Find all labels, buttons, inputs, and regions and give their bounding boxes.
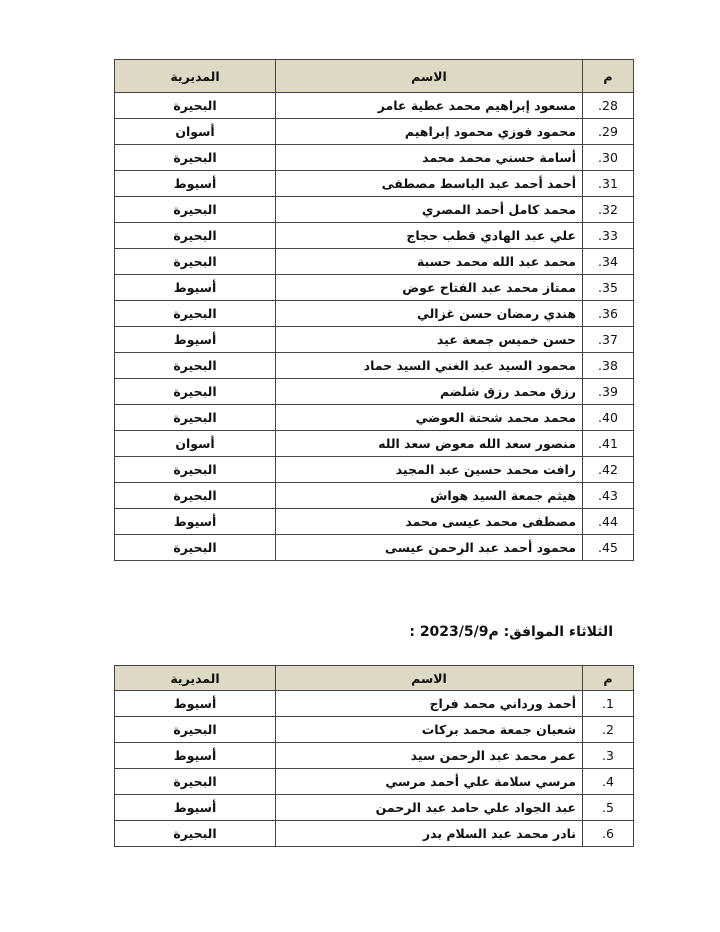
row-name: مرسي سلامة علي أحمد مرسي [276, 769, 583, 795]
table-header-row [115, 60, 634, 93]
table-row [115, 197, 634, 223]
row-number-text: .35 [598, 280, 618, 295]
row-directorate: أسوان [115, 431, 276, 457]
row-number [583, 535, 634, 561]
row-number-text: .44 [598, 514, 618, 529]
row-name: رزق محمد رزق شلضم [276, 379, 583, 405]
row-name: محمد كامل أحمد المصري [276, 197, 583, 223]
table-row [115, 483, 634, 509]
table-header-row [115, 666, 634, 691]
row-name: رافت محمد حسين عبد المجيد [276, 457, 583, 483]
row-directorate: البحيرة [115, 93, 276, 119]
row-directorate: البحيرة [115, 457, 276, 483]
table-row [115, 93, 634, 119]
row-number [583, 93, 634, 119]
table-1 [114, 59, 634, 561]
row-number [583, 457, 634, 483]
row-number-text: .5 [602, 800, 614, 815]
table-row [115, 457, 634, 483]
row-number [583, 691, 634, 717]
row-name: مصطفى محمد عيسى محمد [276, 509, 583, 535]
table-row [115, 405, 634, 431]
row-number-text: .39 [598, 384, 618, 399]
row-number [583, 769, 634, 795]
row-number [583, 405, 634, 431]
row-number [583, 795, 634, 821]
row-number-text: .40 [598, 410, 618, 425]
row-number [583, 145, 634, 171]
row-name: هندي رمضان حسن غزالي [276, 301, 583, 327]
row-number-text: .33 [598, 228, 618, 243]
row-number-text: .3 [602, 748, 614, 763]
row-number-text: .29 [598, 124, 618, 139]
section-heading [409, 624, 613, 640]
row-number [583, 249, 634, 275]
row-directorate: أسيوط [115, 691, 276, 717]
row-number-text: .43 [598, 488, 618, 503]
row-directorate: البحيرة [115, 405, 276, 431]
row-number-text: .42 [598, 462, 618, 477]
table-row [115, 145, 634, 171]
row-name: أسامة حسني محمد محمد [276, 145, 583, 171]
table-row [115, 353, 634, 379]
row-number-text: .45 [598, 540, 618, 555]
row-name: حسن خميس جمعة عيد [276, 327, 583, 353]
row-number-text: .28 [598, 98, 618, 113]
table-row [115, 535, 634, 561]
header-number: م [583, 666, 634, 691]
row-name: محمد محمد شحتة العوضي [276, 405, 583, 431]
table-row [115, 249, 634, 275]
table-2-body [115, 691, 634, 847]
row-name: محمود أحمد عبد الرحمن عيسى [276, 535, 583, 561]
table-row [115, 509, 634, 535]
row-directorate: البحيرة [115, 197, 276, 223]
table-row [115, 795, 634, 821]
row-number-text: .32 [598, 202, 618, 217]
row-directorate: أسيوط [115, 509, 276, 535]
row-directorate: البحيرة [115, 379, 276, 405]
row-name: ممتاز محمد عبد الفتاح عوض [276, 275, 583, 301]
row-number [583, 327, 634, 353]
row-number [583, 379, 634, 405]
table-row [115, 769, 634, 795]
heading-date: 2023/5/9م [419, 624, 499, 640]
row-number [583, 509, 634, 535]
table-row [115, 379, 634, 405]
row-name: أحمد ورداني محمد فراج [276, 691, 583, 717]
row-number-text: .31 [598, 176, 618, 191]
row-directorate: البحيرة [115, 821, 276, 847]
row-name: عمر محمد عبد الرحمن سيد [276, 743, 583, 769]
row-directorate: البحيرة [115, 249, 276, 275]
row-directorate: البحيرة [115, 535, 276, 561]
table-row [115, 327, 634, 353]
heading-colon: : [409, 624, 420, 640]
row-directorate: البحيرة [115, 717, 276, 743]
row-name: هيثم جمعة السيد هواش [276, 483, 583, 509]
row-name: مسعود إبراهيم محمد عطية عامر [276, 93, 583, 119]
row-directorate: البحيرة [115, 301, 276, 327]
row-name: نادر محمد عبد السلام بدر [276, 821, 583, 847]
table-row [115, 717, 634, 743]
row-name: محمود السيد عبد الغني السيد حماد [276, 353, 583, 379]
row-name: عبد الجواد علي حامد عبد الرحمن [276, 795, 583, 821]
row-directorate: البحيرة [115, 483, 276, 509]
row-name: شعبان جمعة محمد بركات [276, 717, 583, 743]
table-row [115, 301, 634, 327]
row-number [583, 197, 634, 223]
table-row [115, 821, 634, 847]
row-number-text: .30 [598, 150, 618, 165]
row-number-text: .41 [598, 436, 618, 451]
row-number-text: .1 [602, 696, 614, 711]
row-number-text: .6 [602, 826, 614, 841]
header-number: م [583, 60, 634, 93]
row-directorate: أسيوط [115, 743, 276, 769]
table-row [115, 691, 634, 717]
row-number-text: .34 [598, 254, 618, 269]
table-1-body [115, 93, 634, 561]
row-name: منصور سعد الله معوض سعد الله [276, 431, 583, 457]
heading-day: الثلاثاء الموافق: [503, 624, 613, 640]
row-number-text: .4 [602, 774, 614, 789]
row-number [583, 483, 634, 509]
row-number [583, 717, 634, 743]
row-number [583, 275, 634, 301]
table-row [115, 275, 634, 301]
row-number-text: .38 [598, 358, 618, 373]
row-number [583, 171, 634, 197]
header-name: الاسم [276, 666, 583, 691]
row-number [583, 353, 634, 379]
row-directorate: أسيوط [115, 795, 276, 821]
row-directorate: أسوان [115, 119, 276, 145]
row-number-text: .37 [598, 332, 618, 347]
row-directorate: البحيرة [115, 353, 276, 379]
row-directorate: البحيرة [115, 223, 276, 249]
header-directorate: المديرية [115, 666, 276, 691]
row-directorate: البحيرة [115, 769, 276, 795]
row-directorate: البحيرة [115, 145, 276, 171]
header-name: الاسم [276, 60, 583, 93]
table-row [115, 171, 634, 197]
row-number-text: .2 [602, 722, 614, 737]
header-directorate: المديرية [115, 60, 276, 93]
row-number [583, 821, 634, 847]
table-row [115, 223, 634, 249]
table-row [115, 119, 634, 145]
row-directorate: أسيوط [115, 275, 276, 301]
row-name: أحمد أحمد عبد الباسط مصطفى [276, 171, 583, 197]
row-name: علي عبد الهادي قطب حجاج [276, 223, 583, 249]
table-row [115, 743, 634, 769]
row-number [583, 431, 634, 457]
row-number [583, 223, 634, 249]
row-number [583, 119, 634, 145]
row-number [583, 301, 634, 327]
table-row [115, 431, 634, 457]
row-number [583, 743, 634, 769]
table-2 [114, 665, 634, 847]
row-directorate: أسيوط [115, 171, 276, 197]
row-directorate: أسيوط [115, 327, 276, 353]
row-name: محمود فوزي محمود إبراهيم [276, 119, 583, 145]
row-number-text: .36 [598, 306, 618, 321]
row-name: محمد عبد الله محمد حسبة [276, 249, 583, 275]
